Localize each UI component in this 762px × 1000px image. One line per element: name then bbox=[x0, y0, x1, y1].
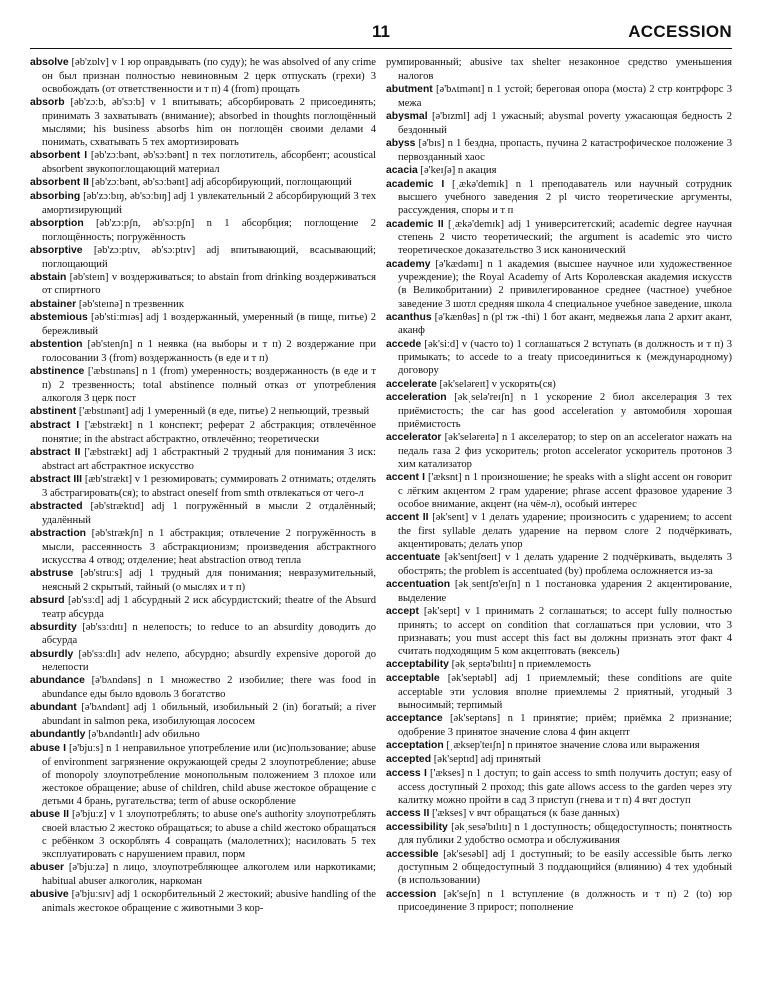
headword: acceptation bbox=[386, 740, 444, 752]
entry-text: [ək'sent] v 1 делать ударение; произносить с ударением; to accent the first syllable делать ударение на первом слоге 2 подчёркивать, акцентировать; делать упор bbox=[398, 512, 732, 551]
headword: abundant bbox=[30, 702, 77, 714]
headword: accentuation bbox=[386, 579, 451, 591]
dictionary-entry bbox=[386, 767, 732, 807]
dictionary-entry bbox=[30, 808, 376, 861]
dictionary-entry bbox=[30, 96, 376, 149]
entry-text: [əb'strækʃn] n 1 абстракция; отвлечение 2 погружённость в мысли, рассеянность 3 абстракционизм; произведения абстрактного искусства 4 отвод; отделение; heat abstraction отвод тепла bbox=[42, 527, 376, 566]
headword: abusive bbox=[30, 889, 69, 901]
dictionary-entry bbox=[386, 164, 732, 178]
headword: absolve bbox=[30, 57, 69, 68]
entry-text: [əb'zɔːbɪŋ, əb'sɔːbɪŋ] adj 1 увлекательный 2 абсорбирующий 3 тех амортизирующий bbox=[42, 190, 376, 216]
dictionary-columns bbox=[30, 56, 732, 986]
entry-text: ['æbstrækt] n 1 конспект; реферат 2 абстракция; отвлечённое понятие; in the abstract абстрактно, отвлечённо; теоретически bbox=[42, 420, 377, 445]
dictionary-entry bbox=[30, 621, 376, 648]
entry-text: [ək'septəbl] adj 1 приемлемый; these conditions are quite acceptable эти условия вполне приемлемы 2 приятный, угодный 3 выносимый; терпимый bbox=[398, 673, 732, 712]
dictionary-entry bbox=[30, 527, 376, 567]
headword: abstract III bbox=[30, 473, 83, 485]
dictionary-entry bbox=[386, 471, 732, 511]
headword: abuse I bbox=[30, 743, 67, 755]
entry-text: [ək'sept] v 1 принимать 2 соглашаться; to accept fully полностью принять; to accept on condition that соглашаться при условии, что 3 признавать; you must accept this fact вы должны признать этот факт 4 считать подходящим 5 ком акцептовать (вексель) bbox=[398, 606, 732, 658]
headword: absorbent II bbox=[30, 177, 89, 188]
headword: academy bbox=[386, 258, 431, 270]
dictionary-entry bbox=[386, 848, 732, 888]
entry-text: [əb'zɔːbənt, əb'sɔːbənt] adj абсорбирующий, поглощающий bbox=[88, 177, 352, 188]
entry-text: ['æbstɪnəns] n 1 (from) умеренность; воздержанность (в еде и т п) 2 трезвенность; total abstinence полный отказ от употребления алкоголя 3 церк пост bbox=[42, 366, 376, 405]
headword: abstract II bbox=[30, 446, 81, 458]
headword: accent I bbox=[386, 472, 425, 484]
headword: abstainer bbox=[30, 298, 77, 310]
entry-text: [ə'bʌndəntlɪ] adv обильно bbox=[85, 729, 200, 741]
dictionary-entry bbox=[30, 190, 376, 217]
headword: abstention bbox=[30, 339, 83, 351]
entry-text: [ə'kænθəs] n (pl тж -thi) 1 бот акант, медвежья лапа 2 архит акант, аканф bbox=[398, 311, 732, 337]
dictionary-entry bbox=[30, 594, 376, 621]
entry-text: ['æksnt] n 1 произношение; he speaks with a slight accent он говорит с лёгким акцентом 2 грам ударение; phrase accent фразовое ударение 3 особое внимание, акцент (на чём-л), особый интерес bbox=[398, 472, 732, 511]
entry-text: [ə'bɪs] n 1 бездна, пропасть, пучина 2 катастрофическое положение 3 первозданный хаос bbox=[398, 137, 732, 163]
entry-text: [ə'bɪzml] adj 1 ужасный; abysmal poverty ужасающая бедность 2 бездонный bbox=[398, 110, 732, 136]
entry-text: [ə'bʌndənt] adj 1 обильный, изобильный 2 (in) богатый; a river abundant in salmon река, изобилующая лососем bbox=[42, 702, 376, 728]
dictionary-entry bbox=[386, 83, 732, 110]
entry-text: [ək'sentʃʊeɪt] v 1 делать ударение 2 подчёркивать, выделять 3 обострять; the problem is accentuated (by) проблема осложняется из-за bbox=[398, 552, 732, 578]
headword: abuse II bbox=[30, 809, 70, 821]
dictionary-entry bbox=[386, 178, 732, 218]
entry-text: [ək'sesəbl] adj 1 доступный; to be easily accessible быть легко доступным 2 общедоступный 3 поддающийся (влиянию) 4 тех удобный (в использовании) bbox=[398, 848, 732, 887]
headword: accentuate bbox=[386, 552, 441, 564]
dictionary-entry bbox=[386, 888, 732, 915]
dictionary-entry bbox=[30, 419, 376, 446]
entry-text: [əb'sɜːd] adj 1 абсурдный 2 иск абсурдистский; theatre of the Absurd театр абсурда bbox=[42, 594, 376, 620]
headword: abstinence bbox=[30, 366, 85, 378]
headword: accessible bbox=[386, 848, 439, 860]
entry-text: [ə'keɪʃə] n акация bbox=[417, 164, 497, 176]
entry-text: [əb'sɜːdlɪ] adv нелепо, абсурдно; absurdly expensive дорогой до нелепости bbox=[42, 648, 376, 674]
headword: accelerator bbox=[386, 432, 442, 444]
entry-text: [ək'siːd] v (часто to) 1 соглашаться 2 вступать (в должность и т п) 3 примыкать; to accede to a treaty присоединиться к (международному) договору bbox=[398, 338, 732, 377]
headword: absorb bbox=[30, 97, 65, 108]
right-column bbox=[386, 56, 732, 986]
dictionary-entry bbox=[30, 861, 376, 888]
headword: acceleration bbox=[386, 392, 447, 404]
headword: access II bbox=[386, 807, 430, 819]
dictionary-entry bbox=[386, 807, 732, 821]
dictionary-entry bbox=[386, 110, 732, 137]
dictionary-entry bbox=[30, 311, 376, 338]
headword: accelerate bbox=[386, 378, 437, 390]
running-head: ACCESSION bbox=[628, 22, 732, 41]
dictionary-entry bbox=[386, 431, 732, 471]
dictionary-entry bbox=[30, 365, 376, 405]
dictionary-entry bbox=[30, 888, 376, 915]
dictionary-entry bbox=[30, 567, 376, 594]
dictionary-entry bbox=[30, 56, 376, 96]
entry-text: [ə'bjuːsɪv] adj 1 оскорбительный 2 жестокий; abusive handling of the animals жестокое обращение с животными 3 кор- bbox=[42, 889, 376, 915]
headword: access I bbox=[386, 767, 427, 779]
entry-text: [əb'zɒlv] v 1 юр оправдывать (по суду); he was absolved of any crime он был признан полностью невиновным 2 церк отпускать (грехи) 3 освобождать (от ответственности и т п) 4 (from) прощать bbox=[42, 57, 376, 95]
entry-text: [əb'zɔːb, əb'sɔːb] v 1 впитывать; абсорбировать 2 присоединять; принимать 3 захватывать (внимание); absorbed in thoughts поглощённый мыслями; his business absorbs him он поглощён своими делами 4 понимать, схватывать 5 тех амортизировать bbox=[42, 97, 376, 148]
entry-text: [əb'zɔːpʃn, əb'sɔːpʃn] n 1 абсорбция; поглощение 2 поглощённость; погружённость bbox=[42, 217, 376, 243]
dictionary-entry bbox=[30, 298, 376, 312]
dictionary-entry bbox=[30, 728, 376, 742]
dictionary-entry bbox=[386, 658, 732, 672]
headword: abstracted bbox=[30, 500, 83, 512]
headword: academic I bbox=[386, 178, 445, 190]
dictionary-entry bbox=[386, 311, 732, 338]
headword: abyss bbox=[386, 137, 416, 149]
headword: abstract I bbox=[30, 420, 80, 432]
entry-text: [əb'zɔːbənt, əb'sɔːbənt] n тех поглотитель, абсорбент; acoustical absorbent звукопоглощающий материал bbox=[42, 150, 376, 175]
entry-text: [əb'zɔːptɪv, əb'sɔːptɪv] adj впитывающий, всасывающий; поглощающий bbox=[42, 244, 376, 270]
dictionary-entry bbox=[386, 821, 732, 848]
headword: acceptability bbox=[386, 659, 449, 671]
entry-text: [əkˌsentʃʊ'eɪʃn] n 1 постановка ударения 2 акцентирование, выделение bbox=[398, 579, 732, 605]
entry-text: ['æbstɪnənt] adj 1 умеренный (в еде, питье) 2 непьющий, трезвый bbox=[76, 406, 370, 418]
headword: acceptance bbox=[386, 713, 443, 725]
entry-text: [ˌæksep'teɪʃn] n принятое значение слова или выражения bbox=[443, 740, 700, 752]
headword: acanthus bbox=[386, 311, 432, 323]
headword: abstinent bbox=[30, 406, 77, 418]
headword: acacia bbox=[386, 164, 418, 176]
dictionary-entry bbox=[30, 648, 376, 675]
entry-text: [ək'seləreɪt] v ускорять(ся) bbox=[436, 378, 556, 390]
dictionary-entry bbox=[386, 56, 732, 83]
headword: absurdly bbox=[30, 648, 74, 660]
dictionary-entry bbox=[30, 176, 376, 190]
dictionary-entry bbox=[386, 511, 732, 551]
dictionary-entry bbox=[30, 701, 376, 728]
headword: abstain bbox=[30, 271, 67, 283]
dictionary-entry bbox=[30, 473, 376, 500]
headword: absorbent I bbox=[30, 150, 88, 162]
headword: accept bbox=[386, 606, 419, 618]
entry-text: [ək'seʃn] n 1 вступление (в должность и т п) 2 (to) юр присоединение 3 прирост; пополнение bbox=[398, 888, 732, 914]
dictionary-entry bbox=[386, 712, 732, 739]
dictionary-entry bbox=[30, 742, 376, 808]
entry-text: ['æbstrækt] adj 1 абстрактный 2 трудный для понимания 3 иск: abstract art абстрактное искусство bbox=[42, 446, 376, 472]
dictionary-entry bbox=[386, 137, 732, 164]
entry-text: [ə'bʌndəns] n 1 множество 2 изобилие; there was food in abundance еды было вдоволь 3 богатство bbox=[42, 675, 376, 701]
headword: absurd bbox=[30, 594, 65, 606]
dictionary-entry bbox=[386, 739, 732, 753]
headword: abundance bbox=[30, 675, 85, 687]
entry-text: ['ækses] n 1 доступ; to gain access to smth получить доступ; easy of access доступный 2 проход; this gate allows access to the garden через эту калитку можно пройти в сад 3 приступ (гнева и т п) 4 вчт доступ bbox=[398, 767, 732, 806]
page-number: 11 bbox=[372, 22, 390, 41]
entry-text: [ə'kædəmɪ] n 1 академия (высшее научное или художественное учреждение); the Royal Academy of Arts Королевская академия искусств (в Великобритании) 2 привилегированное среднее (частное) учебное заведение 3 шотл средняя школа 4 специальное учебное заведение, школа bbox=[398, 258, 732, 310]
entry-text: [ə'bjuːz] v 1 злоупотреблять; to abuse one's authority злоупотреблять своей властью 2 жестоко обращаться; to abuse a child жестоко обращаться с ребёнком 3 оскорблять 4 совращать (малолетних); насиловать 5 тех эксплуатировать с нарушением правил, порм bbox=[42, 809, 376, 861]
entry-text: [əb'sɜːdɪtɪ] n нелепость; to reduce to an absurdity доводить до абсурда bbox=[42, 621, 376, 647]
headword: abundantly bbox=[30, 729, 86, 741]
headword: abstruse bbox=[30, 567, 74, 579]
headword: accessibility bbox=[386, 821, 448, 833]
entry-text: [əb'stiːmɪəs] adj 1 воздержанный, умеренный (в пище, питье) 2 бережливый bbox=[42, 312, 376, 338]
entry-text: ['ækses] v вчт обращаться (к базе данных) bbox=[429, 807, 620, 819]
dictionary-entry bbox=[386, 672, 732, 712]
dictionary-entry bbox=[30, 405, 376, 419]
headword: academic II bbox=[386, 218, 444, 230]
entry-text: [ə'bjuːzə] n лицо, злоупотребляющее алкоголем или наркотиками; habitual abuser алкоголик, наркоман bbox=[42, 862, 376, 888]
entry-text: [ˌækə'demɪk] n 1 преподаватель или научный сотрудник высшего учебного заведения 2 pl чисто теоретические аргументы, рассуждения, споры и т п bbox=[398, 178, 732, 217]
headword: accepted bbox=[386, 753, 432, 765]
dictionary-entry bbox=[30, 244, 376, 271]
entry-text: румпированный; abusive tax shelter незаконное средство уменьшения налогов bbox=[386, 57, 732, 82]
headword: abutment bbox=[386, 83, 433, 95]
headword: absorption bbox=[30, 217, 84, 229]
dictionary-entry bbox=[30, 149, 376, 176]
dictionary-entry bbox=[386, 578, 732, 605]
entry-text: [əb'steɪn] v воздерживаться; to abstain from drinking воздерживаться от спиртного bbox=[42, 271, 376, 297]
dictionary-entry bbox=[386, 258, 732, 311]
entry-text: [ək'septəns] n 1 принятие; приём; приёмка 2 признание; одобрение 3 принятое значение слова 4 фин акцепт bbox=[398, 713, 732, 738]
dictionary-entry bbox=[30, 338, 376, 365]
entry-text: [ə'bjuːs] n 1 неправильное употребление или (ис)пользование; abuse of environment загрязнение окружающей среды 2 злоупотребление; abuse of monopoly злоупотребление монопольным положением 3 плохое или жестокое обращение; abuse of children, child abuse жестокое обращение с детьми 4 брань, ругательства; term of abuse оскорбление bbox=[42, 743, 376, 808]
headword: abysmal bbox=[386, 110, 428, 122]
entry-text: [əb'steɪnə] n трезвенник bbox=[76, 298, 184, 310]
dictionary-entry bbox=[386, 753, 732, 767]
entry-text: [əb'stræktɪd] adj 1 погружённый в мысли 2 отдалённый; удалённый bbox=[42, 500, 376, 526]
dictionary-entry bbox=[30, 500, 376, 527]
left-column bbox=[30, 56, 376, 986]
headword: accent II bbox=[386, 512, 429, 524]
dictionary-entry bbox=[30, 271, 376, 298]
entry-text: [əkˌselə'reɪʃn] n 1 ускорение 2 биол акселерация 3 тех приёмистость; the car has good acceleration у автомобиля хорошая приёмистость bbox=[398, 392, 732, 431]
entry-text: [əb'struːs] adj 1 трудный для понимания; невразумительный, неясный 2 скрытый, тайный (о мыслях и т п) bbox=[42, 567, 376, 593]
headword: absurdity bbox=[30, 621, 77, 633]
dictionary-entry bbox=[386, 338, 732, 378]
dictionary-entry bbox=[386, 391, 732, 431]
header-rule bbox=[30, 48, 732, 49]
dictionary-entry bbox=[30, 217, 376, 244]
headword: accession bbox=[386, 888, 437, 900]
entry-text: [əkˌseptə'bɪlɪtɪ] n приемлемость bbox=[448, 659, 591, 671]
entry-text: [əkˌsesə'bɪlɪtɪ] n 1 доступность; общедоступность; понятность для публики 2 удобство осмотра и обслуживания bbox=[398, 821, 732, 847]
dictionary-entry bbox=[386, 378, 732, 392]
headword: acceptable bbox=[386, 673, 440, 685]
dictionary-entry bbox=[386, 551, 732, 578]
entry-text: [ək'septɪd] adj принятый bbox=[431, 753, 541, 765]
dictionary-entry bbox=[30, 674, 376, 701]
dictionary-entry bbox=[386, 605, 732, 658]
entry-text: [æb'strækt] v 1 резюмировать; суммировать 2 отнимать; отделять 3 абстрагировать(ся); to abstract oneself from smth отвлекаться от чего-л bbox=[42, 473, 376, 499]
entry-text: [ˌækə'demɪk] adj 1 университетский; academic degree научная степень 2 чисто теоретический; the argument is academic это чисто теоретическое доказательство 3 иск канонический bbox=[398, 218, 732, 257]
headword: abuser bbox=[30, 862, 65, 874]
headword: absorbing bbox=[30, 190, 81, 202]
entry-text: [ə'bʌtmənt] n 1 устой; береговая опора (моста) 2 стр контрфорс 3 межа bbox=[398, 83, 732, 109]
headword: abstemious bbox=[30, 312, 88, 324]
dictionary-entry bbox=[30, 446, 376, 473]
entry-text: [əb'stenʃn] n 1 неявка (на выборы и т п) 2 воздержание при голосовании 3 (from) воздержанность (в еде и т п) bbox=[42, 339, 376, 365]
headword: abstraction bbox=[30, 527, 87, 539]
headword: accede bbox=[386, 338, 422, 350]
headword: absorptive bbox=[30, 244, 83, 256]
entry-text: [ək'seləreɪtə] n 1 акселератор; to step on an accelerator нажать на педаль газа 2 физ ускоритель; proton accelerator ускоритель протонов 3 хим катализатор bbox=[398, 432, 732, 471]
dictionary-entry bbox=[386, 218, 732, 258]
